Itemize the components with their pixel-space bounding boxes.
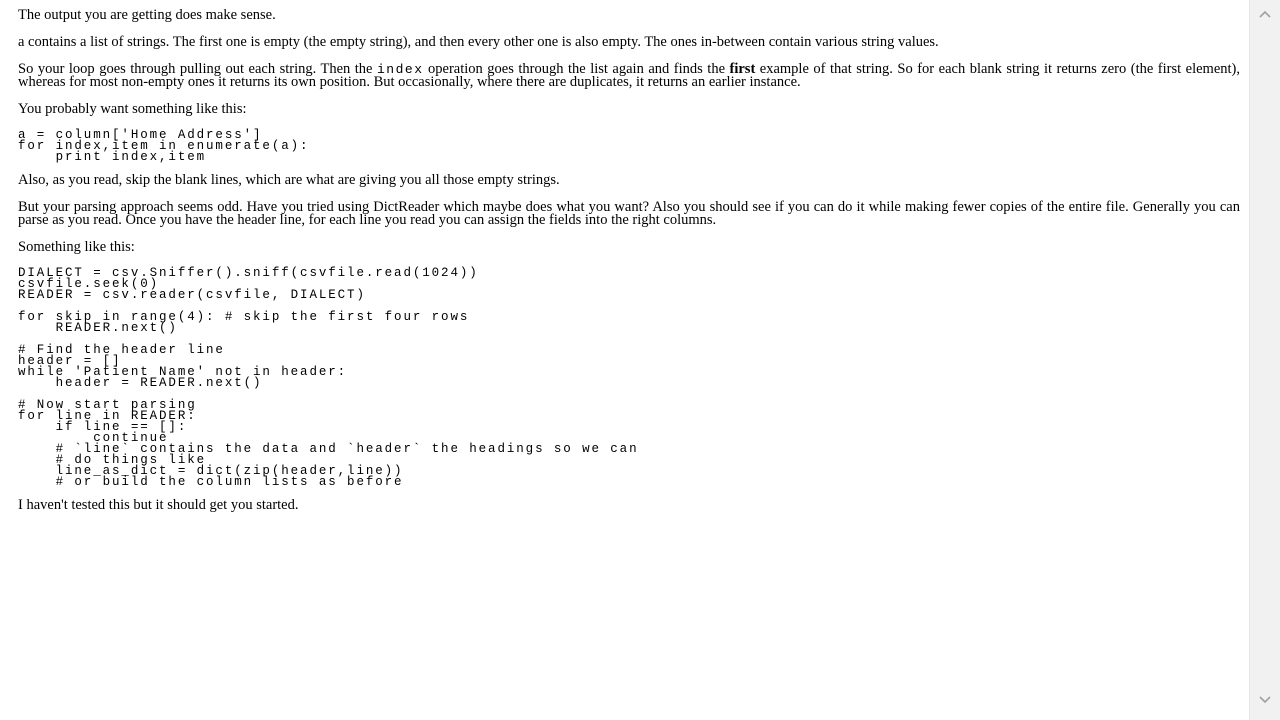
- code-block-skip-rows: for skip in range(4): # skip the first four rows READER.next(): [18, 310, 470, 335]
- code-block-reader-setup: DIALECT = csv.Sniffer().sniff(csvfile.read(1024)) csvfile.seek(0) READER = csv.reader(csvfile, DIALECT): [18, 266, 479, 302]
- paragraph-suggestion-intro: You probably want something like this:: [18, 101, 247, 117]
- answer-content: [18, 9, 1240, 526]
- paragraph-output-makes-sense: The output you are getting does make sense.: [18, 7, 276, 23]
- chevron-up-icon[interactable]: [1250, 4, 1280, 24]
- chevron-down-icon[interactable]: [1250, 690, 1280, 710]
- paragraph-parsing-approach: But your parsing approach seems odd. Have you tried using DictReader which maybe does what you want? Also you should see if you can do it while making fewer copies of the entire file. Generally you can parse as you read. Once you have the header line, for each line you read you can assign the fields into the right columns.: [18, 199, 1240, 228]
- paragraph-example-intro: Something like this:: [18, 239, 135, 255]
- inline-code-index: index: [377, 62, 424, 77]
- code-block-enumerate: a = column['Home Address'] for index,item in enumerate(a): print index,item: [18, 128, 310, 164]
- paragraph-text: So your loop goes through pulling out each string. Then the: [18, 61, 377, 77]
- paragraph-closing: I haven't tested this but it should get you started.: [18, 497, 299, 513]
- code-block-find-header: # Find the header line header = [] while 'Patient Name' not in header: header = READER.next(): [18, 343, 348, 390]
- code-block-parsing-loop: # Now start parsing for line in READER: if line == []: continue # `line` contains the data and `header` the headings so we can # do things like line_as_dict = dict(zip(header,line)) # or build the column lists as before: [18, 398, 639, 489]
- vertical-scrollbar[interactable]: [1249, 0, 1280, 720]
- paragraph-text: operation goes through the list again and finds the: [423, 61, 730, 77]
- paragraph-text: example of that string. So for each blank string it returns zero (the first element), whereas for most non-empty ones it returns its own position. But occasionally, where there are duplicates, it returns an earlier instance.: [18, 61, 1240, 90]
- bold-text-first: first: [729, 61, 756, 77]
- paragraph-list-description: a contains a list of strings. The first one is empty (the empty string), and then every other one is also empty. The ones in-between contain various string values.: [18, 34, 939, 50]
- paragraph-index-explanation: [18, 63, 1240, 89]
- paragraph-skip-blank-lines: Also, as you read, skip the blank lines, which are what are giving you all those empty strings.: [18, 172, 560, 188]
